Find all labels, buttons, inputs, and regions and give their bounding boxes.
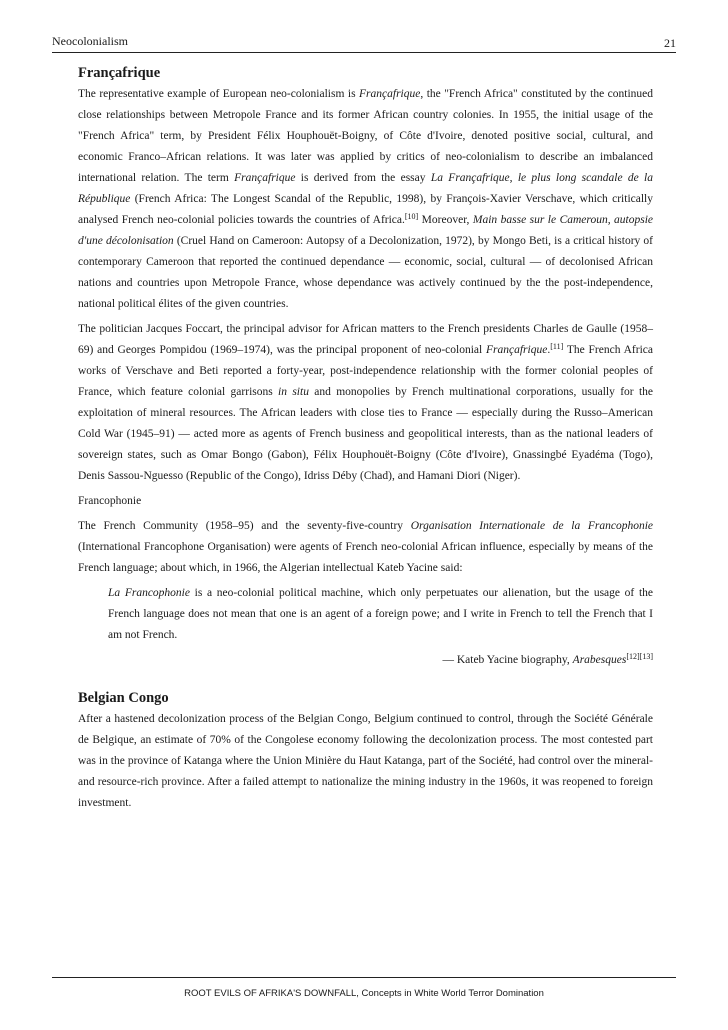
- blockquote: La Francophonie is a neo-colonial political machine, which only perpetuates our alienation, but the usage of the French language does not mean that one is an agent of a foreign powe; and I write in French to tell the French that I am not French.: [108, 587, 653, 641]
- citation-link[interactable]: [11]: [550, 342, 564, 351]
- running-title: Neocolonialism: [52, 34, 128, 48]
- citation-link[interactable]: [10]: [404, 212, 419, 221]
- section-heading-francafrique: Françafrique: [78, 65, 161, 81]
- section-belgian-congo: [78, 687, 653, 814]
- quote-attribution: — Kateb Yacine biography, Arabesques[12][13]: [442, 652, 653, 666]
- running-header: [52, 34, 676, 53]
- page-number: 21: [664, 36, 676, 50]
- paragraph-francafrique-2: The politician Jacques Foccart, the principal advisor for African matters to the French presidents Charles de Gaulle (1958–69) and Georges Pompidou (1969–1974), was the principal proponent of neo-colonial Françafrique.[11] The French Africa works of Verschave and Beti reported a forty-year, post-independence relationship with the former colonial peoples of France, which feature colonial garrisons in situ and monopolies by French multinational corporations, usually for the exploitation of mineral resources. The African leaders with close ties to France — especially during the Russo–American Cold War (1945–91) — acted more as agents of French business and geopolitical interests, than as the national leaders of sovereign states, such as Omar Bongo (Gabon), Félix Houphouët-Boigny (Côte d'Ivoire), Gnassingbé Eyadéma (Togo), Denis Sassou-Nguesso (Republic of the Congo), Idriss Déby (Chad), and Hamani Diori (Niger).: [78, 323, 653, 482]
- paragraph-belgian-congo: After a hastened decolonization process of the Belgian Congo, Belgium continued to control, through the Société Générale de Belgique, an estimate of 70% of the Congolese economy following the decolonization process. The most contested part was in the province of Katanga where the Union Minière du Haut Katanga, part of the Société, had control over the mineral- and resource-rich province. After a failed attempt to nationalize the mining industry in the 1960s, it was reopened to foreign investment.: [78, 713, 653, 809]
- page-body: [78, 62, 653, 818]
- footer-text: ROOT EVILS OF AFRIKA'S DOWNFALL, Concepts in White World Terror Domination: [184, 988, 544, 999]
- paragraph-francophonie: The French Community (1958–95) and the seventy-five-country Organisation Internationale de la Francophonie (International Francophone Organisation) were agents of French neo-colonial African influence, especially by means of the French language; about which, in 1966, the Algerian intellectual Kateb Yacine said:: [78, 520, 653, 574]
- subheading-francophonie: Francophonie: [78, 495, 142, 507]
- section-heading-belgian-congo: Belgian Congo: [78, 690, 169, 706]
- citation-link[interactable]: [12][13]: [626, 652, 653, 661]
- page-footer: [52, 977, 676, 999]
- paragraph-francafrique-1: The representative example of European neo-colonialism is Françafrique, the "French Africa" constituted by the continued close relationships between Metropole France and its former African country colonies. In 1955, the initial usage of the "French Africa" term, by President Félix Houphouët-Boigny, of Côte d'Ivoire, denoted positive social, cultural, and economic Franco–African relations. It was later was applied by critics of neo-colonialism to describe an imbalanced international relation. The term Françafrique is derived from the essay La Françafrique, le plus long scandale de la République (French Africa: The Longest Scandal of the Republic, 1998), by François-Xavier Verschave, which critically analysed French neo-colonial policies towards the countries of Africa.[10] Moreover, Main basse sur le Cameroun, autopsie d'une décolonisation (Cruel Hand on Cameroon: Autopsy of a Decolonization, 1972), by Mongo Beti, is a critical history of contemporary Cameroon that reported the continued dependance — economic, social, cultural — of decolonised African nations and countries upon Metropole France, whose dependance was actively continued by the the post-independence, national political élites of the given countries.: [78, 88, 654, 310]
